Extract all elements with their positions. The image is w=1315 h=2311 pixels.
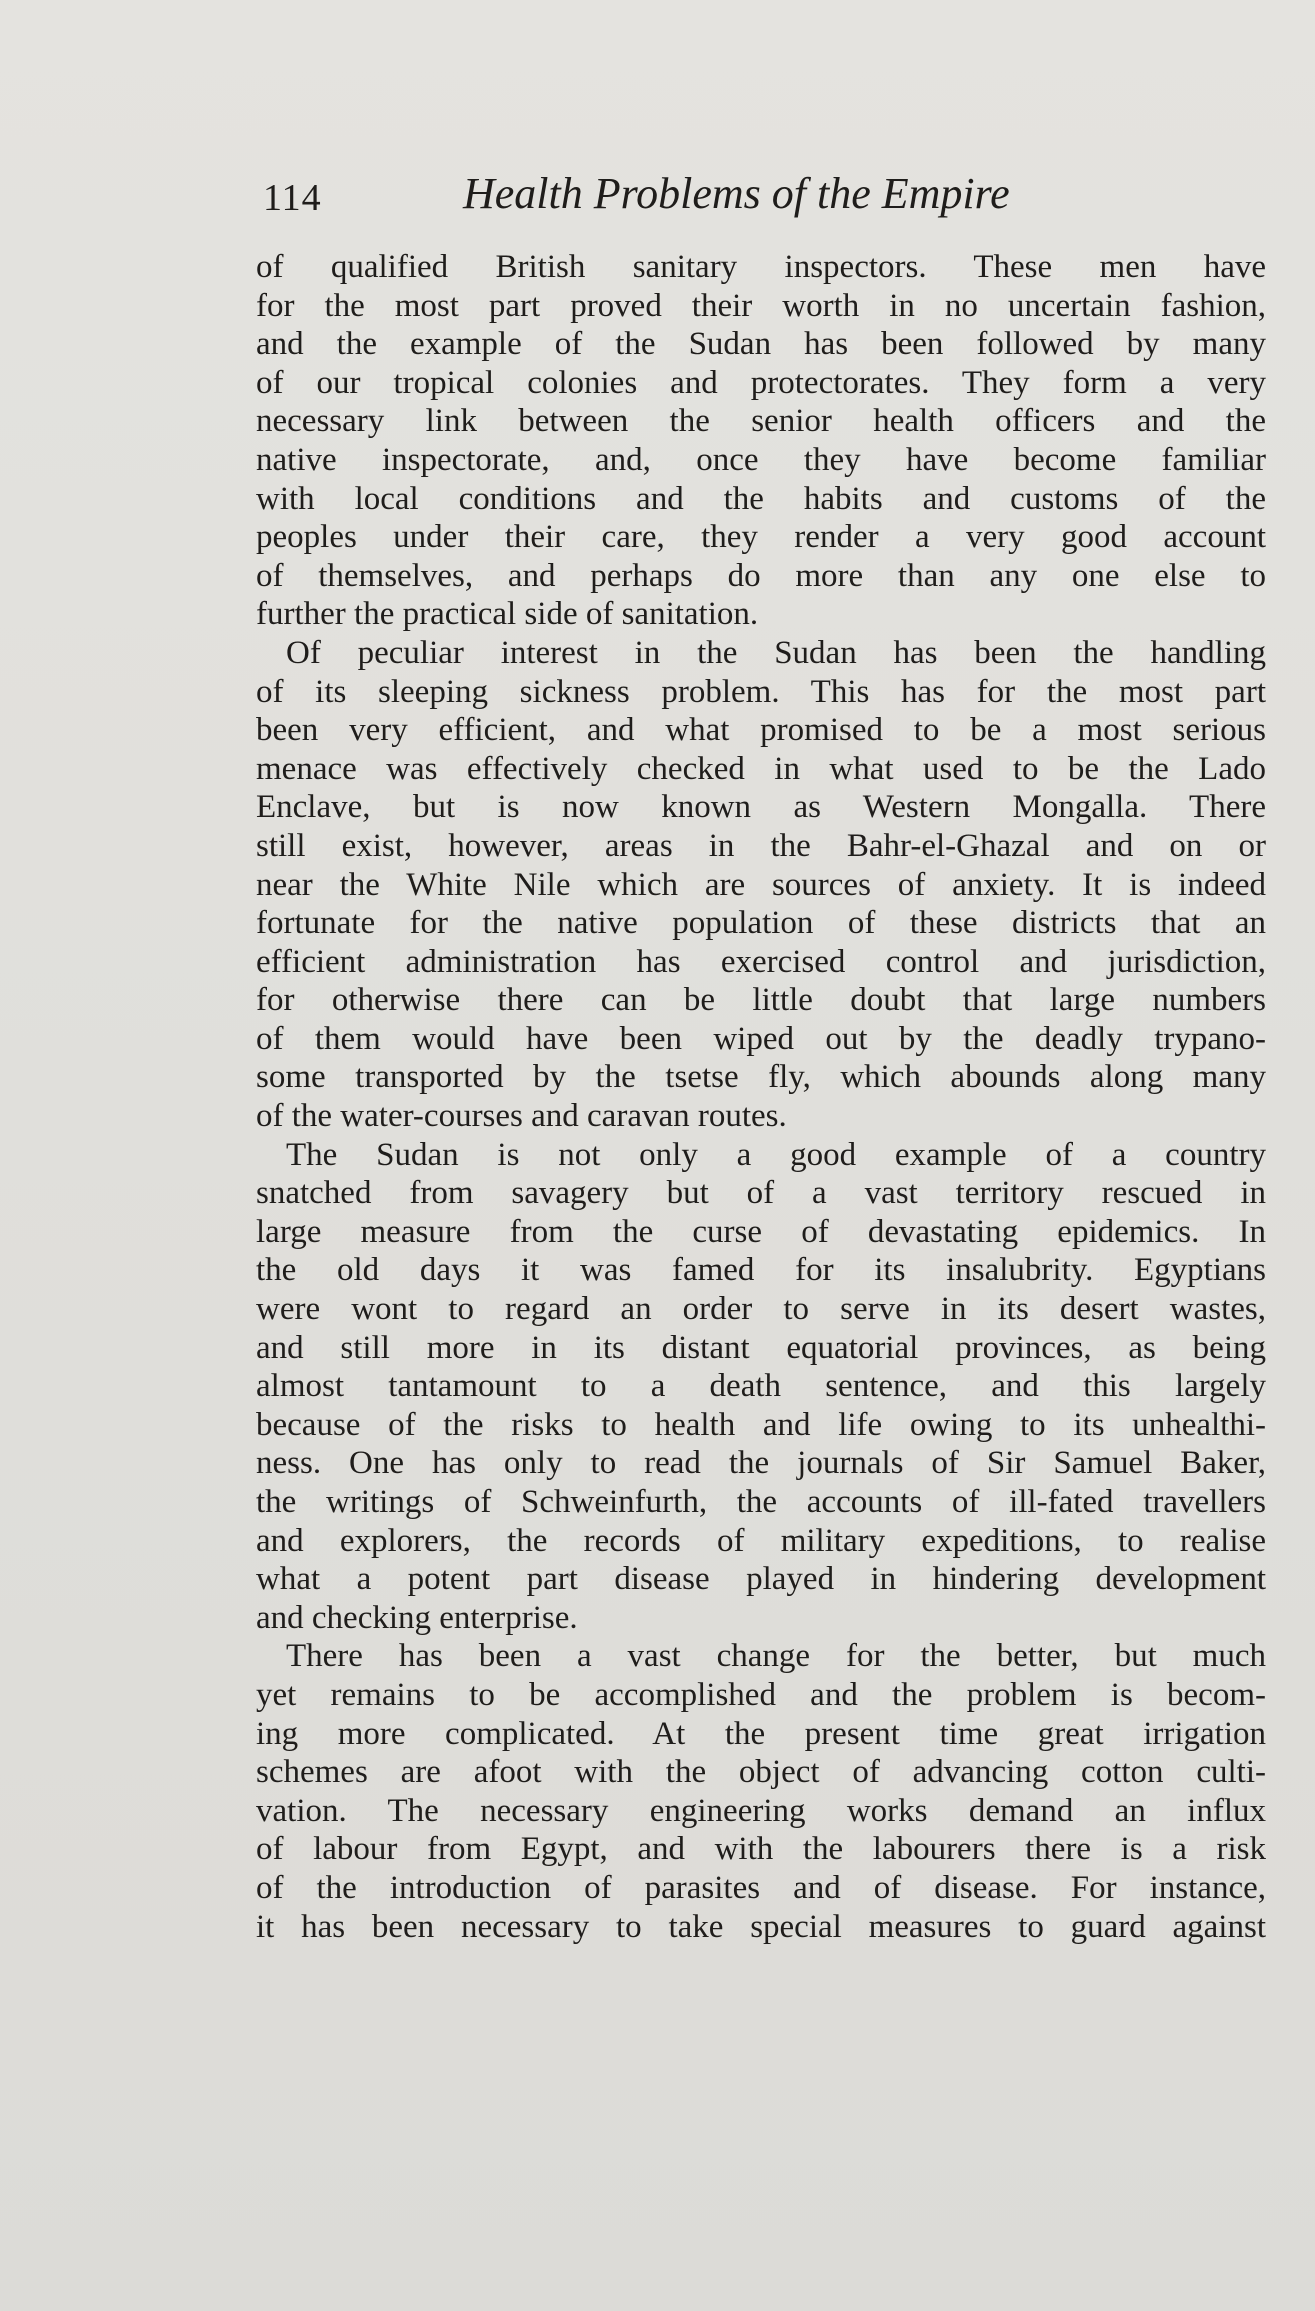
text-line: it has been necessary to take special measures to guard against (256, 1908, 1266, 1945)
text-line: necessary link between the senior health officers and the (256, 403, 1266, 440)
text-line: of them would have been wiped out by the deadly trypano- (256, 1020, 1266, 1057)
text-line: of our tropical colonies and protectorates. They form a very (256, 364, 1266, 401)
paragraph-start-line: Of peculiar interest in the Sudan has been the handling (286, 634, 1266, 671)
text-line: snatched from savagery but of a vast territory rescued in (256, 1175, 1266, 1212)
text-line: of qualified British sanitary inspectors. These men have (256, 249, 1266, 285)
text-line: of themselves, and perhaps do more than any one else to (256, 557, 1266, 594)
text-line: fortunate for the native population of these districts that an (256, 905, 1266, 942)
page-number: 114 (263, 177, 322, 219)
text-line: were wont to regard an order to serve in its desert wastes, (256, 1291, 1266, 1328)
text-line: large measure from the curse of devastating epidemics. In (256, 1213, 1266, 1250)
text-line: been very efficient, and what promised to be a most serious (256, 712, 1266, 749)
text-line: almost tantamount to a death sentence, and this largely (256, 1368, 1266, 1405)
text-line: ness. One has only to read the journals of Sir Samuel Baker, (256, 1445, 1266, 1482)
text-line: the writings of Schweinfurth, the accounts of ill-fated travellers (256, 1484, 1266, 1520)
running-title: Health Problems of the Empire (463, 169, 1010, 218)
text-line: of the water-courses and caravan routes. (256, 1098, 787, 1135)
paragraph-start-line: There has been a vast change for the better, but much (286, 1638, 1266, 1675)
text-line: efficient administration has exercised control and jurisdiction, (256, 943, 1266, 980)
text-line: of the introduction of parasites and of disease. For instance, (256, 1869, 1266, 1906)
text-line: of labour from Egypt, and with the labourers there is a risk (256, 1831, 1266, 1868)
text-line: for otherwise there can be little doubt that large numbers (256, 982, 1266, 1019)
text-line: near the White Nile which are sources of anxiety. It is indeed (256, 866, 1266, 903)
paragraph-start-line: The Sudan is not only a good example of a country (286, 1136, 1266, 1173)
text-line: peoples under their care, they render a very good account (256, 519, 1266, 556)
body-text (256, 248, 1266, 1946)
text-line: and the example of the Sudan has been followed by many (256, 326, 1266, 363)
text-line: further the practical side of sanitation. (256, 596, 759, 633)
text-line: ing more complicated. At the present time great irrigation (256, 1715, 1266, 1752)
text-line: vation. The necessary engineering works demand an influx (256, 1792, 1266, 1829)
text-line: and checking enterprise. (256, 1599, 578, 1636)
text-line: of its sleeping sickness problem. This has for the most part (256, 673, 1266, 710)
text-line: menace was effectively checked in what used to be the Lado (256, 750, 1266, 787)
text-line: with local conditions and the habits and customs of the (256, 480, 1266, 517)
text-line: schemes are afoot with the object of advancing cotton culti- (256, 1754, 1266, 1791)
running-head (263, 168, 1083, 238)
text-line: for the most part proved their worth in no uncertain fashion, (256, 287, 1266, 324)
text-line: native inspectorate, and, once they have become familiar (256, 441, 1266, 478)
text-line: because of the risks to health and life owing to its unhealthi- (256, 1406, 1266, 1443)
text-line: and still more in its distant equatorial provinces, as being (256, 1329, 1266, 1366)
text-line: what a potent part disease played in hindering development (256, 1561, 1266, 1598)
text-line: some transported by the tsetse fly, which abounds along many (256, 1059, 1266, 1096)
text-line: and explorers, the records of military expeditions, to realise (256, 1522, 1266, 1559)
text-line: Enclave, but is now known as Western Mongalla. There (256, 789, 1266, 826)
text-line: the old days it was famed for its insalubrity. Egyptians (256, 1252, 1266, 1289)
text-line: still exist, however, areas in the Bahr-el-Ghazal and on or (256, 827, 1266, 864)
text-line: yet remains to be accomplished and the problem is becom- (256, 1676, 1266, 1713)
